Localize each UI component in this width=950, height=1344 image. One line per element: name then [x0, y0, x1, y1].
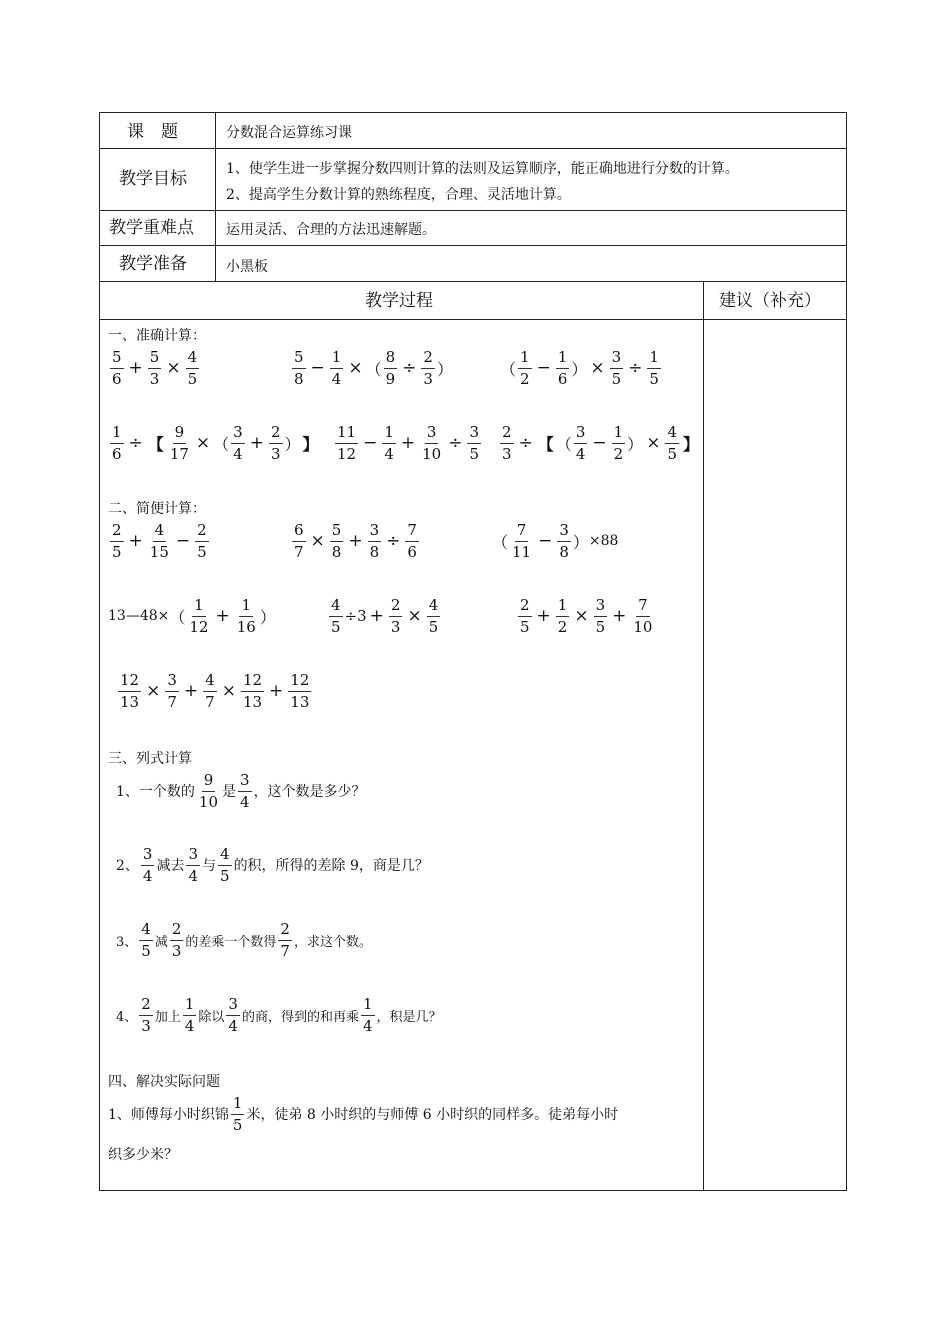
- fraction: $\frac{2}{3}$: [502, 423, 512, 463]
- fraction: $\frac{2}{5}$: [112, 521, 122, 561]
- fraction: $\frac{6}{7}$: [294, 521, 304, 561]
- column-divider: [703, 281, 704, 1191]
- fraction: $\frac{12}{13}$: [290, 671, 310, 711]
- fraction: $\frac{7}{6}$: [407, 521, 417, 561]
- fraction: $\frac{2}{3}$: [270, 423, 281, 463]
- expr-10: 13—48× （ $\frac{1}{12}$ + $\frac{1}{16}$ ）: [108, 596, 276, 636]
- fraction: $\frac{11}{12}$: [337, 423, 357, 463]
- fraction: $\frac{5}{8}$: [294, 348, 304, 388]
- expr-6: $\frac{2}{3}$ ÷ 【 （ $\frac{3}{4}$ − $\frac{1}{2}$ ） × $\frac{4}{5}$ 】: [502, 423, 699, 463]
- fraction: $\frac{1}{5}$: [649, 348, 659, 388]
- topic-value: 分数混合运算练习课: [226, 125, 352, 141]
- fraction: $\frac{3}{4}$: [233, 423, 243, 463]
- fraction: $\frac{2}{5}$: [520, 596, 530, 636]
- topic-label: 课 题: [127, 122, 178, 142]
- fraction: $\frac{2}{3}$: [423, 348, 433, 388]
- fraction: $\frac{8}{9}$: [385, 348, 396, 388]
- problem-2: 2、 $\frac{3}{4}$ 减去 $\frac{3}{4}$ 与 $\frac{4}{5}$ 的积，所得的差除 9，商是几？: [116, 845, 429, 885]
- section-1-title: 一、准确计算：: [108, 328, 206, 344]
- expr-5: $\frac{11}{12}$ − $\frac{1}{4}$ + $\frac{3}{10}$ ÷ $\frac{3}{5}$: [337, 423, 480, 463]
- expr-1: $\frac{5}{6}$ + $\frac{5}{3}$ × $\frac{4}{5}$: [112, 348, 198, 388]
- fraction: $\frac{12}{13}$: [242, 671, 263, 711]
- fraction: $\frac{1}{2}$: [613, 423, 624, 463]
- fraction: $\frac{7}{11}$: [512, 521, 532, 561]
- fraction: $\frac{1}{5}$: [232, 1094, 243, 1134]
- problem-5-line-1: 1、师傅每小时织锦 $\frac{1}{5}$ 米，徒弟 8 小时织的与师傅 6 小时织的同样多。徒弟每小时: [108, 1094, 619, 1134]
- expr-3: （ $\frac{1}{2}$ − $\frac{1}{6}$ ） × $\frac{3}{5}$ ÷ $\frac{1}{5}$: [500, 348, 659, 388]
- fraction: $\frac{2}{5}$: [197, 521, 207, 561]
- fraction: $\frac{3}{4}$: [142, 845, 153, 885]
- fraction: $\frac{3}{7}$: [167, 671, 177, 711]
- goal-1: 1、使学生进一步掌握分数四则计算的法则及运算顺序，能正确地进行分数的计算。: [226, 161, 739, 177]
- row-divider: [100, 148, 846, 149]
- row-divider: [100, 245, 846, 246]
- fraction: $\frac{5}{8}$: [331, 521, 342, 561]
- problem-5-line-2: 织多少米？: [108, 1147, 178, 1163]
- fraction: $\frac{3}{5}$: [611, 348, 622, 388]
- fraction: $\frac{1}{4}$: [362, 995, 373, 1035]
- fraction: $\frac{3}{10}$: [422, 423, 442, 463]
- fraction: $\frac{2}{7}$: [280, 920, 290, 960]
- expr-12: $\frac{2}{5}$ + $\frac{1}{2}$ × $\frac{3}{5}$ + $\frac{7}{10}$: [520, 596, 653, 636]
- row-divider: [100, 210, 846, 211]
- expr-7: $\frac{2}{5}$ + $\frac{4}{15}$ − $\frac{2}{5}$: [112, 521, 207, 561]
- fraction: $\frac{3}{4}$: [188, 845, 199, 885]
- problem-1: 1、一个数的 $\frac{9}{10}$ 是 $\frac{3}{4}$ ，这个数是多少？: [116, 771, 366, 811]
- fraction: $\frac{9}{10}$: [198, 771, 219, 811]
- fraction: $\frac{3}{4}$: [228, 995, 238, 1035]
- fraction: $\frac{4}{5}$: [331, 596, 341, 636]
- fraction: $\frac{1}{4}$: [184, 995, 195, 1035]
- section-2-title: 二、简便计算：: [108, 501, 206, 517]
- expr-4: $\frac{1}{6}$ ÷ 【 $\frac{9}{17}$ × （ $\frac{3}{4}$ + $\frac{2}{3}$ ） 】: [112, 423, 319, 463]
- expr-13: $\frac{12}{13}$ × $\frac{3}{7}$ + $\frac{4}{7}$ × $\frac{12}{13}$ + $\frac{12}{13}$: [120, 671, 310, 711]
- fraction: $\frac{3}{8}$: [369, 521, 380, 561]
- fraction: $\frac{5}{6}$: [112, 348, 122, 388]
- fraction: $\frac{1}{6}$: [557, 348, 568, 388]
- fraction: $\frac{3}{8}$: [559, 521, 569, 561]
- fraction: $\frac{12}{13}$: [120, 671, 140, 711]
- row-divider: [100, 319, 846, 320]
- fraction: $\frac{1}{12}$: [189, 596, 209, 636]
- fraction: $\frac{9}{17}$: [169, 423, 189, 463]
- fraction: $\frac{5}{3}$: [149, 348, 160, 388]
- fraction: $\frac{3}{5}$: [469, 423, 480, 463]
- expr-2: $\frac{5}{8}$ − $\frac{1}{4}$ × （ $\frac{8}{9}$ ÷ $\frac{2}{3}$ ）: [294, 348, 453, 388]
- expr-8: $\frac{6}{7}$ × $\frac{5}{8}$ + $\frac{3}{8}$ ÷ $\frac{7}{6}$: [294, 521, 417, 561]
- fraction: $\frac{1}{4}$: [331, 348, 342, 388]
- fraction: $\frac{1}{6}$: [112, 423, 122, 463]
- fraction: $\frac{4}{5}$: [187, 348, 198, 388]
- fraction: $\frac{4}{15}$: [149, 521, 169, 561]
- expr-9: （ $\frac{7}{11}$ − $\frac{3}{8}$ ） ×88: [492, 521, 619, 561]
- fraction: $\frac{2}{3}$: [141, 995, 151, 1035]
- fraction: $\frac{3}{4}$: [575, 423, 586, 463]
- fraction: $\frac{2}{3}$: [390, 596, 401, 636]
- fraction: $\frac{4}{5}$: [141, 920, 151, 960]
- fraction: $\frac{1}{16}$: [236, 596, 256, 636]
- fraction: $\frac{7}{10}$: [633, 596, 653, 636]
- fraction: $\frac{4}{7}$: [205, 671, 215, 711]
- fraction: $\frac{4}{5}$: [428, 596, 439, 636]
- prep-label: 教学准备: [119, 254, 187, 274]
- problem-4: 4、 $\frac{2}{3}$ 加上 $\frac{1}{4}$ 除以 $\frac{3}{4}$ 的商，得到的和再乘 $\frac{1}{4}$ ，积是几？: [116, 995, 442, 1035]
- fraction: $\frac{3}{4}$: [240, 771, 250, 811]
- row-divider: [100, 281, 846, 282]
- fraction: $\frac{3}{5}$: [595, 596, 606, 636]
- section-4-title: 四、解决实际问题: [108, 1074, 220, 1090]
- section-3-title: 三、列式计算: [108, 751, 192, 767]
- fraction: $\frac{1}{4}$: [384, 423, 394, 463]
- fraction: $\frac{1}{2}$: [520, 348, 530, 388]
- suggest-label: 建议（补充）: [719, 291, 821, 311]
- fraction: $\frac{2}{3}$: [171, 920, 182, 960]
- fraction: $\frac{4}{5}$: [667, 423, 677, 463]
- fraction: $\frac{4}{5}$: [220, 845, 230, 885]
- fraction: $\frac{1}{2}$: [557, 596, 568, 636]
- goal-2: 2、提高学生分数计算的熟练程度，合理、灵活地计算。: [226, 187, 571, 203]
- expr-11: $\frac{4}{5}$ ÷3 + $\frac{2}{3}$ × $\frac{4}{5}$: [331, 596, 439, 636]
- key-value: 运用灵活、合理的方法迅速解题。: [226, 222, 436, 238]
- prep-value: 小黑板: [226, 259, 268, 275]
- key-label: 教学重难点: [109, 218, 194, 238]
- problem-3: 3、 $\frac{4}{5}$ 减 $\frac{2}{3}$ 的差乘一个数得 $\frac{2}{7}$ ，求这个数。: [116, 920, 372, 960]
- column-divider: [215, 113, 216, 281]
- process-label: 教学过程: [365, 291, 433, 311]
- goals-label: 教学目标: [119, 169, 187, 189]
